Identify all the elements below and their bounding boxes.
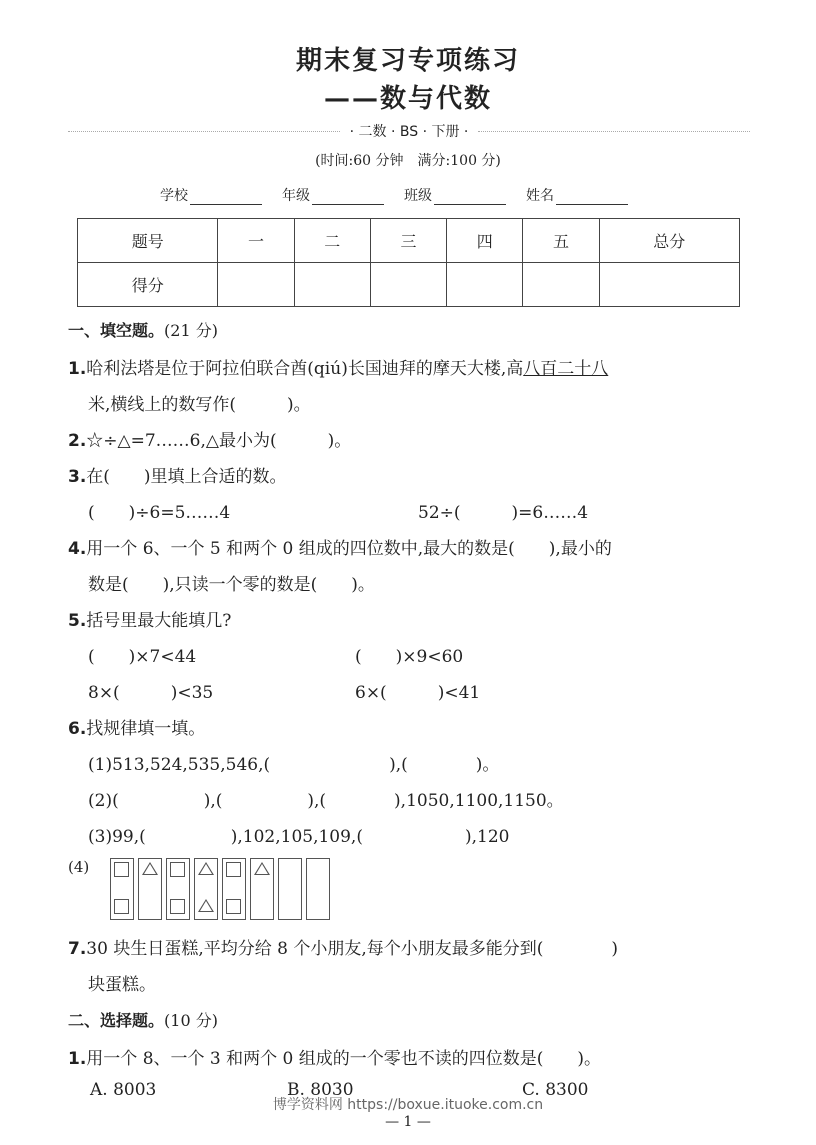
pattern-column[interactable] (306, 858, 330, 920)
question-4-line1: 4.用一个 6、一个 5 和两个 0 组成的四位数中,最大的数是( ),最小的 (68, 539, 612, 559)
question-6-part2: (2)( ),( ),( ),1050,1100,1150。 (88, 791, 564, 811)
question-3: 3.在( )里填上合适的数。 (68, 467, 287, 487)
class-field[interactable]: 班级 (404, 185, 506, 205)
square-icon (226, 862, 241, 877)
triangle-icon (198, 899, 214, 912)
question-5b: ( )×9<60 (355, 647, 464, 667)
question-1-line1: 1.哈利法塔是位于阿拉伯联合酋(qiú)长国迪拜的摩天大楼,高八百二十八 (68, 359, 609, 379)
question-4-line2: 数是( ),只读一个零的数是( )。 (88, 575, 375, 595)
table-cell: 一 (218, 219, 294, 263)
question-6-part4-label: (4) (68, 858, 90, 876)
section2-heading: 二、选择题。(10 分) (68, 1011, 218, 1030)
question-3a: ( )÷6=5……4 (88, 503, 231, 523)
table-row-header (78, 219, 740, 263)
question-5d: 6×( )<41 (355, 683, 481, 703)
question-7-line2: 块蛋糕。 (88, 975, 156, 995)
school-field[interactable]: 学校 (160, 185, 262, 205)
pattern-column[interactable] (222, 858, 246, 920)
option-c[interactable]: C. 8300 (522, 1080, 589, 1100)
score-cell[interactable] (599, 263, 739, 307)
table-cell: 四 (447, 219, 523, 263)
table-row-score (78, 263, 740, 307)
pattern-column[interactable] (194, 858, 218, 920)
table-cell: 得分 (78, 263, 218, 307)
pattern-column[interactable] (138, 858, 162, 920)
question-6-part1: (1)513,524,535,546,( ),( )。 (88, 755, 500, 775)
question-6: 6.找规律填一填。 (68, 719, 206, 739)
dotted-divider (478, 131, 750, 132)
square-icon (170, 862, 185, 877)
question-1-line2: 米,横线上的数写作( )。 (88, 395, 311, 415)
student-info-fields (160, 185, 628, 205)
score-cell[interactable] (370, 263, 446, 307)
score-cell[interactable] (294, 263, 370, 307)
square-icon (226, 899, 241, 914)
triangle-icon (198, 862, 214, 875)
subtitle-bar (68, 120, 750, 142)
pattern-column[interactable] (166, 858, 190, 920)
score-cell[interactable] (218, 263, 294, 307)
question-7-line1: 7.30 块生日蛋糕,平均分给 8 个小朋友,每个小朋友最多能分到( ) (68, 939, 619, 959)
question-5c: 8×( )<35 (88, 683, 214, 703)
score-table (77, 218, 740, 307)
table-cell: 题号 (78, 219, 218, 263)
pattern-column[interactable] (250, 858, 274, 920)
pattern-column[interactable] (110, 858, 134, 920)
score-cell[interactable] (447, 263, 523, 307)
name-blank[interactable] (556, 190, 628, 205)
shape-pattern (110, 858, 330, 920)
question-2: 2.☆÷△=7……6,△最小为( )。 (68, 431, 352, 451)
page-number: — 1 — (385, 1114, 431, 1130)
grade-field[interactable]: 年级 (282, 185, 384, 205)
question-6-part3: (3)99,( ),102,105,109,( ),120 (88, 827, 510, 847)
triangle-icon (254, 862, 270, 875)
class-blank[interactable] (434, 190, 506, 205)
question-5: 5.括号里最大能填几? (68, 611, 232, 631)
table-cell: 总分 (599, 219, 739, 263)
table-cell: 三 (370, 219, 446, 263)
section1-heading: 一、填空题。(21 分) (68, 321, 218, 340)
dotted-divider (68, 131, 340, 132)
square-icon (114, 899, 129, 914)
choice-question-1: 1.用一个 8、一个 3 和两个 0 组成的一个零也不读的四位数是( )。 (68, 1049, 602, 1069)
title-line1: 期末复习专项练习 (295, 46, 520, 76)
option-b[interactable]: B. 8030 (287, 1080, 354, 1100)
table-cell: 二 (294, 219, 370, 263)
grade-blank[interactable] (312, 190, 384, 205)
school-blank[interactable] (190, 190, 262, 205)
subtitle: · 二数 · BS · 下册 · (349, 124, 469, 140)
pattern-column[interactable] (278, 858, 302, 920)
watermark: 博学资料网 https://boxue.ituoke.com.cn (272, 1097, 544, 1113)
time-info: (时间:60 分钟 满分:100 分) (315, 153, 501, 169)
triangle-icon (142, 862, 158, 875)
score-cell[interactable] (523, 263, 599, 307)
question-5a: ( )×7<44 (88, 647, 197, 667)
option-a[interactable]: A. 8003 (90, 1080, 157, 1100)
name-field[interactable]: 姓名 (526, 185, 628, 205)
square-icon (170, 899, 185, 914)
title-line2: ——数与代数 (323, 84, 492, 114)
square-icon (114, 862, 129, 877)
question-3b: 52÷( )=6……4 (418, 503, 589, 523)
table-cell: 五 (523, 219, 599, 263)
